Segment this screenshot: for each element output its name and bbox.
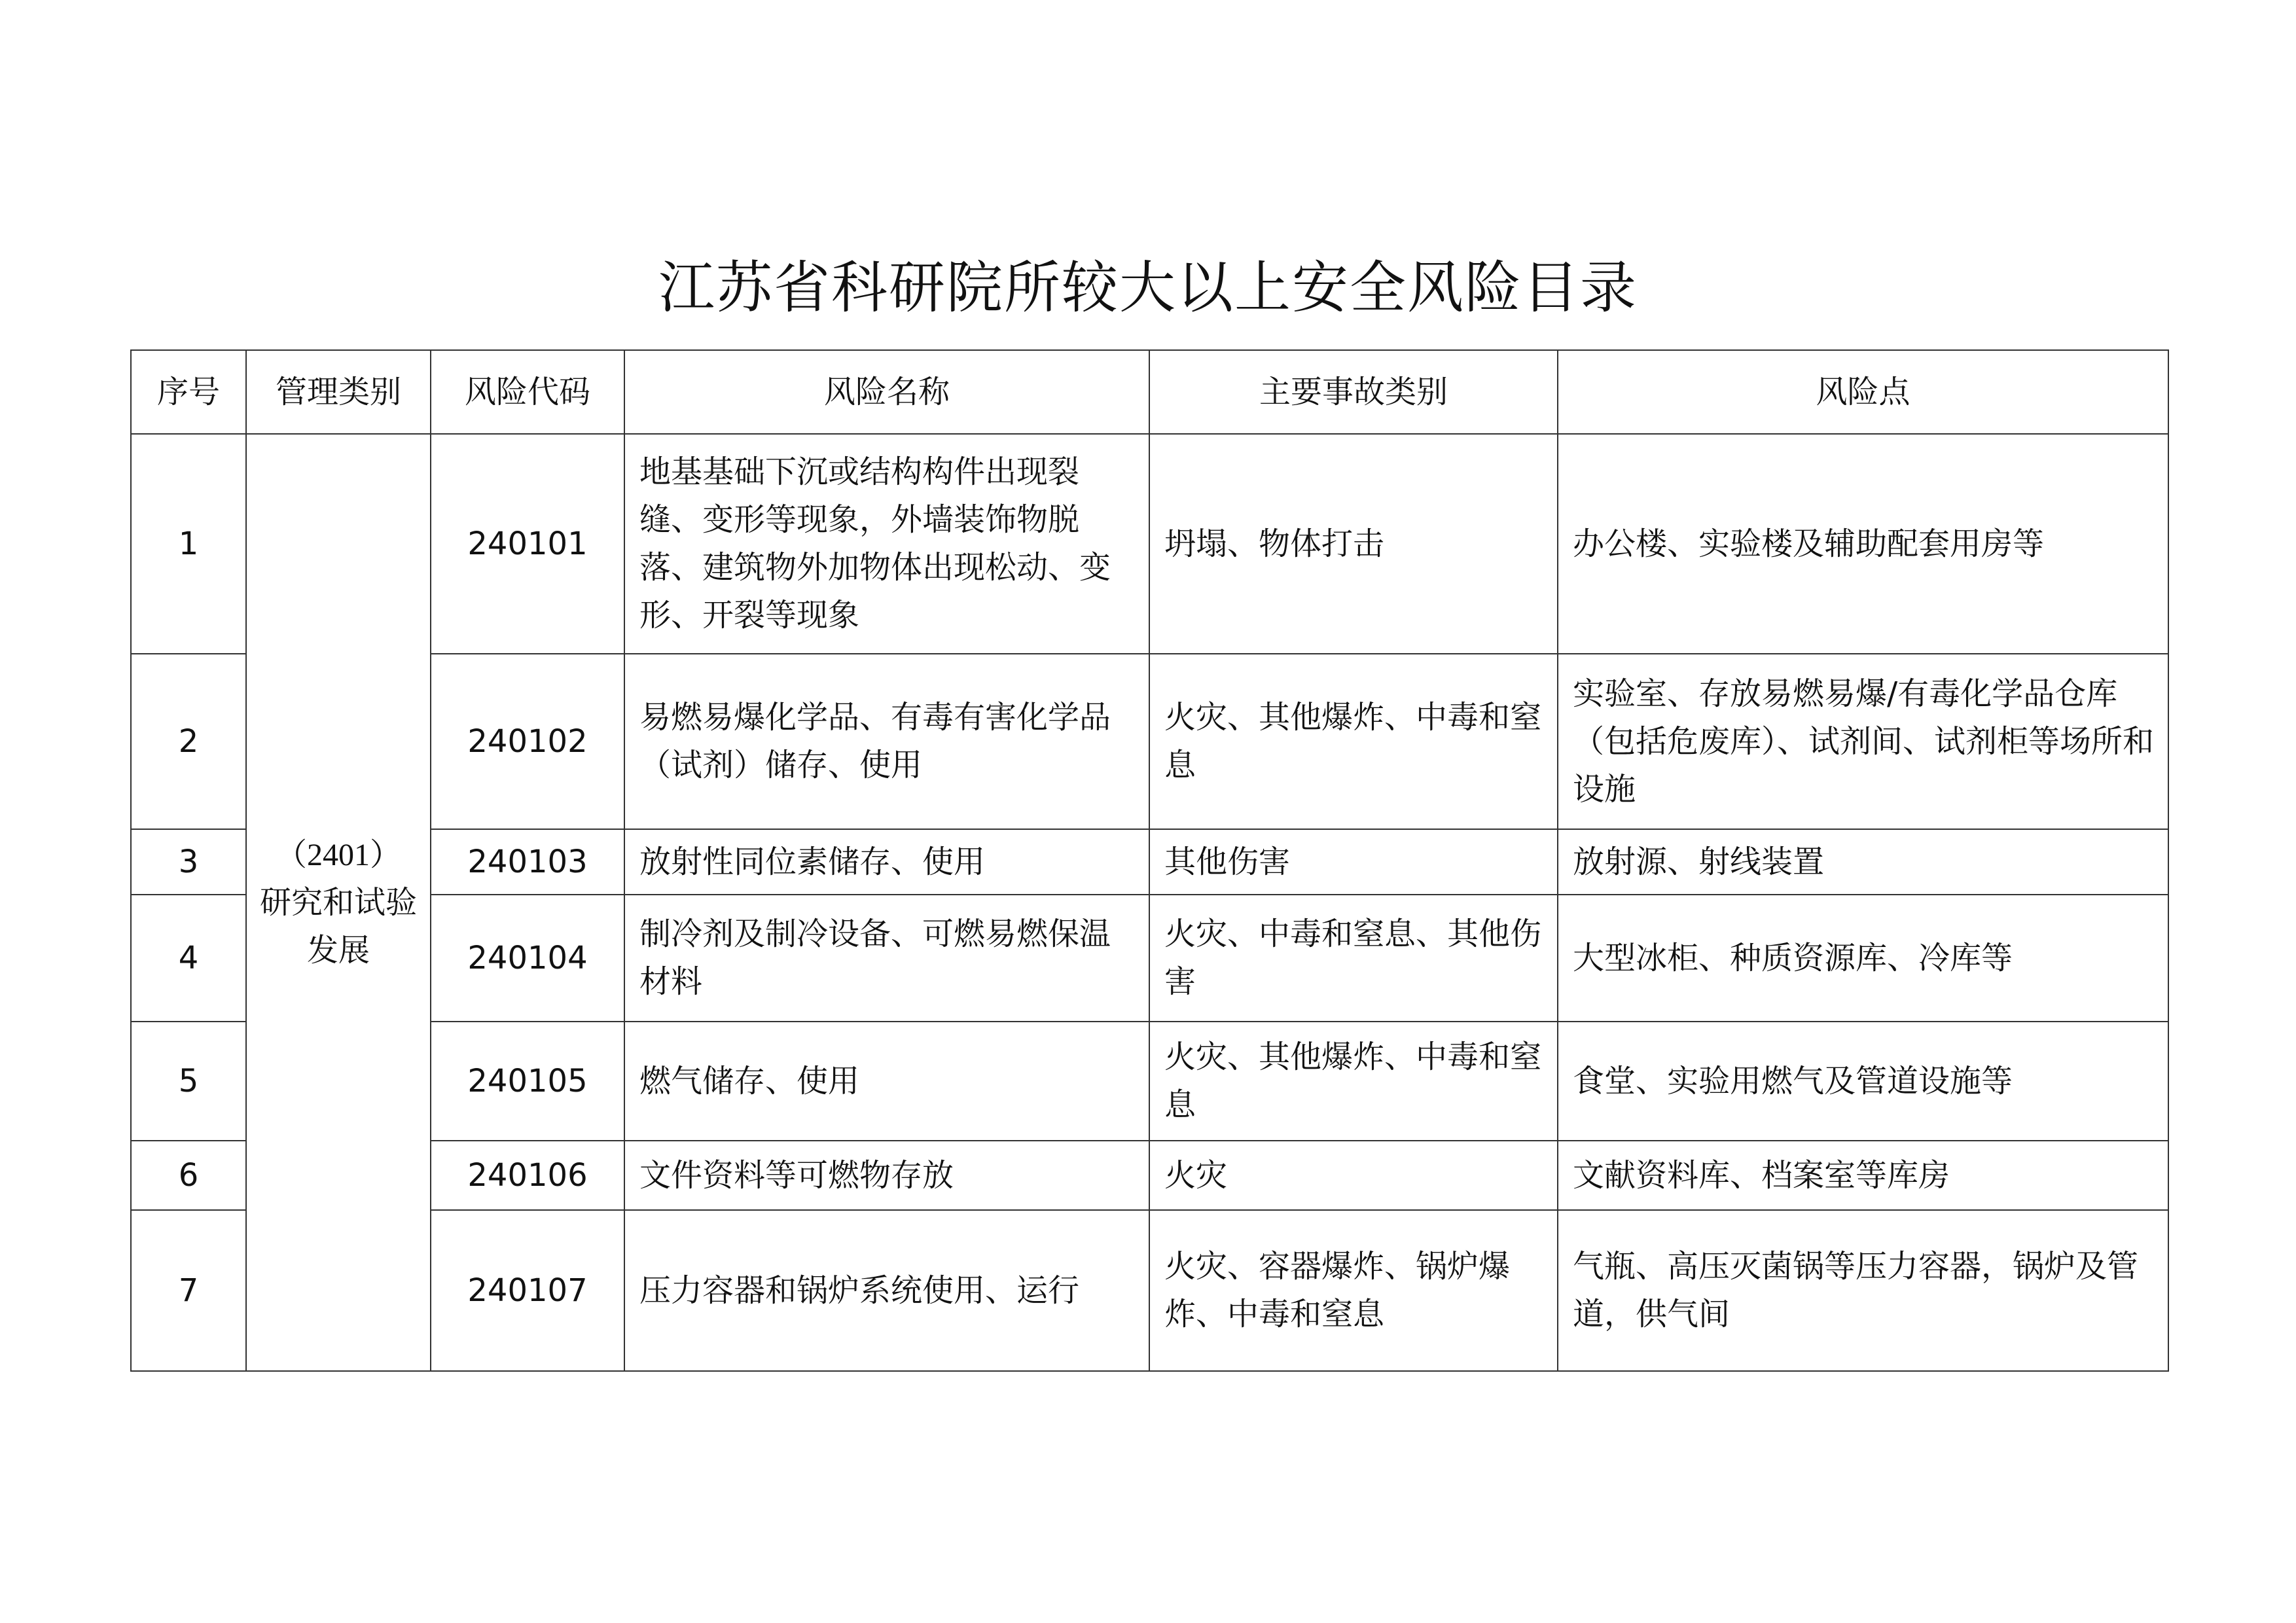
cell-risk-name: 制冷剂及制冷设备、可燃易燃保温材料 (624, 895, 1149, 1022)
cell-risk-point: 气瓶、高压灭菌锅等压力容器，锅炉及管道，供气间 (1558, 1210, 2168, 1371)
table-row (131, 829, 2168, 895)
header-risk-code: 风险代码 (431, 350, 624, 434)
table-row (131, 1141, 2168, 1210)
cell-seq: 4 (131, 895, 246, 1022)
cell-risk-code: 240104 (431, 895, 624, 1022)
header-category: 管理类别 (246, 350, 431, 434)
cell-seq: 1 (131, 434, 246, 654)
cell-risk-name: 易燃易爆化学品、有毒有害化学品（试剂）储存、使用 (624, 654, 1149, 829)
cell-risk-code: 240107 (431, 1210, 624, 1371)
cell-category (246, 434, 431, 1371)
cell-risk-point: 文献资料库、档案室等库房 (1558, 1141, 2168, 1210)
cell-accident-type: 坍塌、物体打击 (1149, 434, 1558, 654)
category-name: 研究和试验发展 (259, 883, 417, 969)
table-row (131, 1022, 2168, 1141)
cell-risk-name: 压力容器和锅炉系统使用、运行 (624, 1210, 1149, 1371)
cell-accident-type: 火灾 (1149, 1141, 1558, 1210)
cell-accident-type: 其他伤害 (1149, 829, 1558, 895)
cell-seq: 2 (131, 654, 246, 829)
category-code: （2401） (275, 837, 401, 872)
table-row (131, 1210, 2168, 1371)
page-title: 江苏省科研院所较大以上安全风险目录 (658, 255, 1638, 321)
cell-risk-code: 240105 (431, 1022, 624, 1141)
header-risk-point: 风险点 (1558, 350, 2168, 434)
header-seq: 序号 (131, 350, 246, 434)
table-row (131, 434, 2168, 654)
cell-accident-type: 火灾、其他爆炸、中毒和窒息 (1149, 1022, 1558, 1141)
cell-seq: 3 (131, 829, 246, 895)
cell-risk-code: 240103 (431, 829, 624, 895)
cell-risk-point: 大型冰柜、种质资源库、冷库等 (1558, 895, 2168, 1022)
cell-seq: 5 (131, 1022, 246, 1141)
cell-risk-code: 240106 (431, 1141, 624, 1210)
cell-risk-code: 240102 (431, 654, 624, 829)
header-accident-type: 主要事故类别 (1149, 350, 1558, 434)
cell-risk-name: 放射性同位素储存、使用 (624, 829, 1149, 895)
cell-accident-type: 火灾、其他爆炸、中毒和窒息 (1149, 654, 1558, 829)
table-row (131, 654, 2168, 829)
cell-seq: 7 (131, 1210, 246, 1371)
table-header-row (131, 350, 2168, 434)
cell-risk-point: 实验室、存放易燃易爆/有毒化学品仓库（包括危废库）、试剂间、试剂柜等场所和设施 (1558, 654, 2168, 829)
cell-seq: 6 (131, 1141, 246, 1210)
cell-risk-point: 食堂、实验用燃气及管道设施等 (1558, 1022, 2168, 1141)
cell-risk-name: 文件资料等可燃物存放 (624, 1141, 1149, 1210)
cell-risk-name: 地基基础下沉或结构构件出现裂缝、变形等现象，外墙装饰物脱落、建筑物外加物体出现松动、变形、开裂等现象 (624, 434, 1149, 654)
cell-accident-type: 火灾、中毒和窒息、其他伤害 (1149, 895, 1558, 1022)
cell-accident-type: 火灾、容器爆炸、锅炉爆炸、中毒和窒息 (1149, 1210, 1558, 1371)
table-row (131, 895, 2168, 1022)
cell-risk-point: 放射源、射线装置 (1558, 829, 2168, 895)
cell-risk-code: 240101 (431, 434, 624, 654)
risk-catalog-table (130, 349, 2169, 1372)
cell-risk-name: 燃气储存、使用 (624, 1022, 1149, 1141)
header-risk-name: 风险名称 (624, 350, 1149, 434)
cell-risk-point: 办公楼、实验楼及辅助配套用房等 (1558, 434, 2168, 654)
